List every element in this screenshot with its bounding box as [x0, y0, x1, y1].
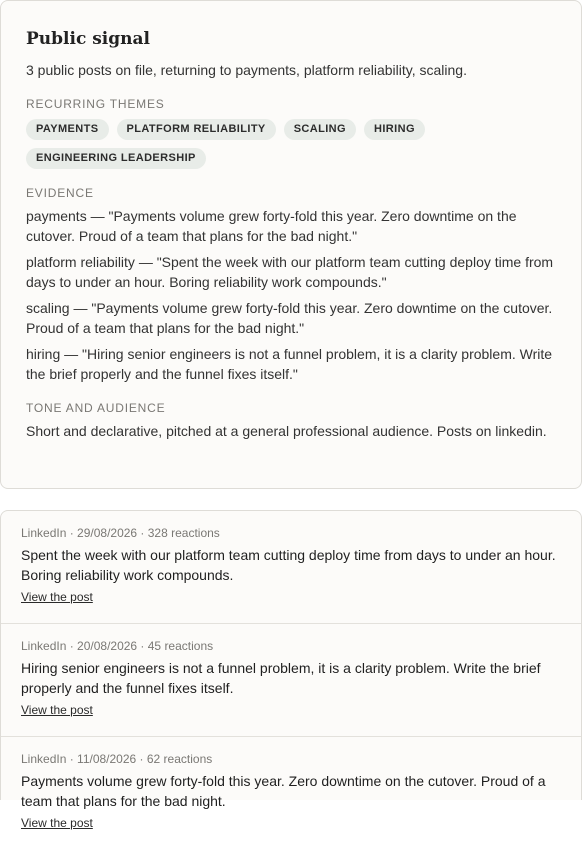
evidence-item: scaling — "Payments volume grew forty-fold this year. Zero downtime on the cutover. Proud of a team that plans for the bad night." [26, 300, 553, 336]
tone-text: Short and declarative, pitched at a general professional audience. Posts on linkedin. [26, 423, 547, 439]
evidence-item: platform reliability — "Spent the week with our platform team cutting deploy time from days to under an hour. Boring reliability work compounds." [26, 254, 554, 290]
post-item [1, 511, 581, 624]
signal-title: Public signal [26, 29, 150, 49]
tone-label: TONE AND AUDIENCE [26, 401, 166, 415]
view-post-link[interactable]: View the post [21, 816, 93, 830]
post-text: Spent the week with our platform team cutting deploy time from days to under an hour. Boring reliability work compounds. [21, 547, 556, 583]
signal-summary: 3 public posts on file, returning to payments, platform reliability, scaling. [26, 62, 467, 78]
evidence-item: payments — "Payments volume grew forty-fold this year. Zero downtime on the cutover. Proud of a team that plans for the bad night." [26, 208, 517, 244]
posts-list [0, 510, 582, 830]
post-item [1, 624, 581, 737]
evidence-label: EVIDENCE [26, 186, 94, 200]
view-post-link[interactable]: View the post [21, 590, 93, 604]
evidence-list [26, 206, 557, 384]
theme-chip: SCALING [284, 119, 356, 140]
post-item [1, 737, 581, 850]
evidence-item: hiring — "Hiring senior engineers is not a funnel problem, it is a clarity problem. Write the brief properly and the funnel fixes itself." [26, 346, 553, 382]
theme-chip: PLATFORM RELIABILITY [117, 119, 276, 140]
post-meta: LinkedIn · 11/08/2026 · 62 reactions [21, 752, 213, 766]
theme-chip: PAYMENTS [26, 119, 109, 140]
post-text: Hiring senior engineers is not a funnel problem, it is a clarity problem. Write the brief properly and the funnel fixes itself. [21, 660, 541, 696]
view-post-link[interactable]: View the post [21, 703, 93, 717]
theme-chip: ENGINEERING LEADERSHIP [26, 148, 206, 169]
themes-label: RECURRING THEMES [26, 97, 165, 111]
post-meta: LinkedIn · 29/08/2026 · 328 reactions [21, 526, 220, 540]
themes-list [26, 119, 557, 169]
theme-chip: HIRING [364, 119, 425, 140]
post-text: Payments volume grew forty-fold this year. Zero downtime on the cutover. Proud of a team that plans for the bad night. [21, 773, 546, 809]
post-meta: LinkedIn · 20/08/2026 · 45 reactions [21, 639, 214, 653]
